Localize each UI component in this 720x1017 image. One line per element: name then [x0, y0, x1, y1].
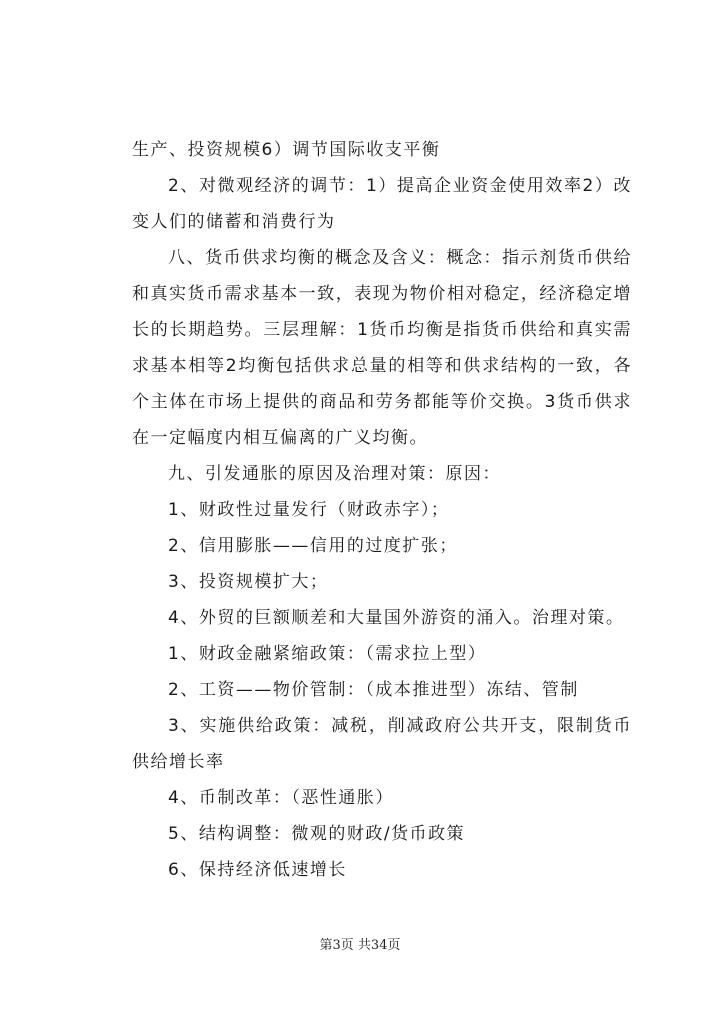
paragraph-continuation: 生产、投资规模6）调节国际收支平衡: [132, 140, 441, 160]
page-number: 第3页 共34页: [319, 938, 401, 953]
list-item-cause-3: 3、投资规模扩大；: [168, 572, 329, 592]
list-item-measure-3: 3、实施供给政策：减税，削减政府公共开支，限制货币供给增长率: [132, 716, 632, 772]
list-item-measure-5: 5、结构调整：微观的财政/货币政策: [168, 824, 466, 844]
paragraph-section-eight: 八、货币供求均衡的概念及含义：概念：指示剂货币供给和真实货币需求基本一致，表现为物价相对稳定，经济稳定增长的长期趋势。三层理解：1货币均衡是指货币供给和真实需求基本相等2均衡包括供求总量的相等和供求结构的一致，各个主体在市场上提供的商品和劳务都能等价交换。3货币供求在一定幅度内相互偏离的广义均衡。: [132, 248, 632, 448]
paragraph-micro-adjustment: 2、对微观经济的调节：1）提高企业资金使用效率2）改变人们的储蓄和消费行为: [132, 176, 632, 232]
paragraph-section-nine: 九、引发通胀的原因及治理对策：原因：: [168, 464, 501, 484]
list-item-measure-1: 1、财政金融紧缩政策：（需求拉上型）: [168, 644, 487, 664]
list-item-cause-4: 4、外贸的巨额顺差和大量国外游资的涌入。治理对策。: [168, 608, 625, 628]
list-item-measure-4: 4、币制改革：（恶性通胀）: [168, 788, 394, 808]
document-body: [132, 132, 632, 888]
list-item-cause-2: 2、信用膨胀——信用的过度扩张；: [168, 536, 458, 556]
list-item-measure-6: 6、保持经济低速增长: [168, 860, 347, 880]
list-item-measure-2: 2、工资——物价管制：（成本推进型）冻结、管制: [168, 680, 579, 700]
list-item-cause-1: 1、财政性过量发行（财政赤字）；: [168, 500, 450, 520]
